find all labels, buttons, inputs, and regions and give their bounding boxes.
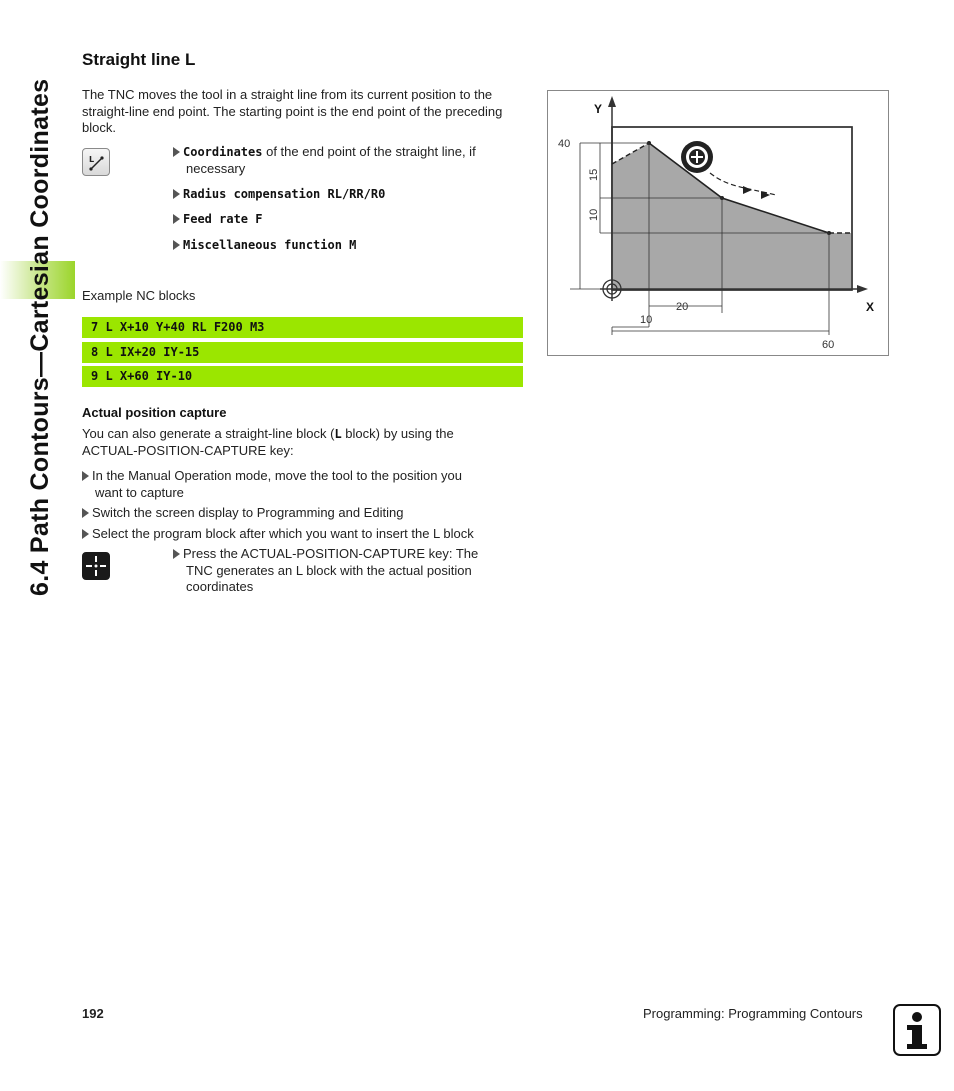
intro-paragraph: The TNC moves the tool in a straight line from its current position to the straight-line end point. The starting point is the end point of the preceding block.	[82, 87, 503, 135]
straight-line-diagram	[547, 90, 889, 356]
param-feed-rate: Feed rate F	[173, 211, 262, 228]
nc-block-2: 8 L IX+20 IY-15	[82, 342, 523, 363]
chapter-title: 6.4 Path Contours—Cartesian Coordinates	[26, 78, 54, 596]
capture-heading: Actual position capture	[82, 405, 227, 420]
svg-text:L: L	[89, 155, 95, 164]
y-axis-label: Y	[594, 102, 603, 116]
capture-intro: You can also generate a straight-line block (L block) by using the ACTUAL-POSITION-CAPTURE key:	[82, 426, 454, 458]
param-misc-function: Miscellaneous function M	[173, 237, 356, 254]
position-capture-key-icon	[82, 552, 110, 580]
dim-20: 20	[676, 301, 689, 313]
x-axis-label: X	[866, 300, 875, 314]
info-icon	[893, 1004, 941, 1056]
dim-10-vertical: 10	[588, 208, 600, 221]
section-title: Straight line L	[82, 50, 196, 69]
dim-10-horizontal: 10	[640, 314, 653, 326]
dim-60: 60	[822, 339, 835, 351]
line-key-icon	[82, 148, 110, 176]
nc-block-3: 9 L X+60 IY-10	[82, 366, 523, 387]
page-number: 192	[82, 1006, 104, 1021]
param-radius-comp: Radius compensation RL/RR/R0	[173, 186, 385, 203]
dim-15: 15	[588, 168, 600, 181]
step-3: Select the program block after which you want to insert the L block	[82, 526, 532, 543]
capture-step: Press the ACTUAL-POSITION-CAPTURE key: The TNC generates an L block with the actual position coordinates	[173, 546, 523, 596]
footer-title: Programming: Programming Contours	[643, 1006, 863, 1021]
step-1: In the Manual Operation mode, move the tool to the position you want to capture	[82, 468, 532, 501]
nc-block-1: 7 L X+10 Y+40 RL F200 M3	[82, 317, 523, 338]
milling-tool-icon	[681, 141, 713, 173]
dim-40: 40	[558, 138, 571, 150]
param-coordinates: Coordinates of the end point of the straight line, if necessary	[173, 144, 523, 177]
example-label: Example NC blocks	[82, 288, 196, 303]
step-2: Switch the screen display to Programming and Editing	[82, 505, 532, 522]
